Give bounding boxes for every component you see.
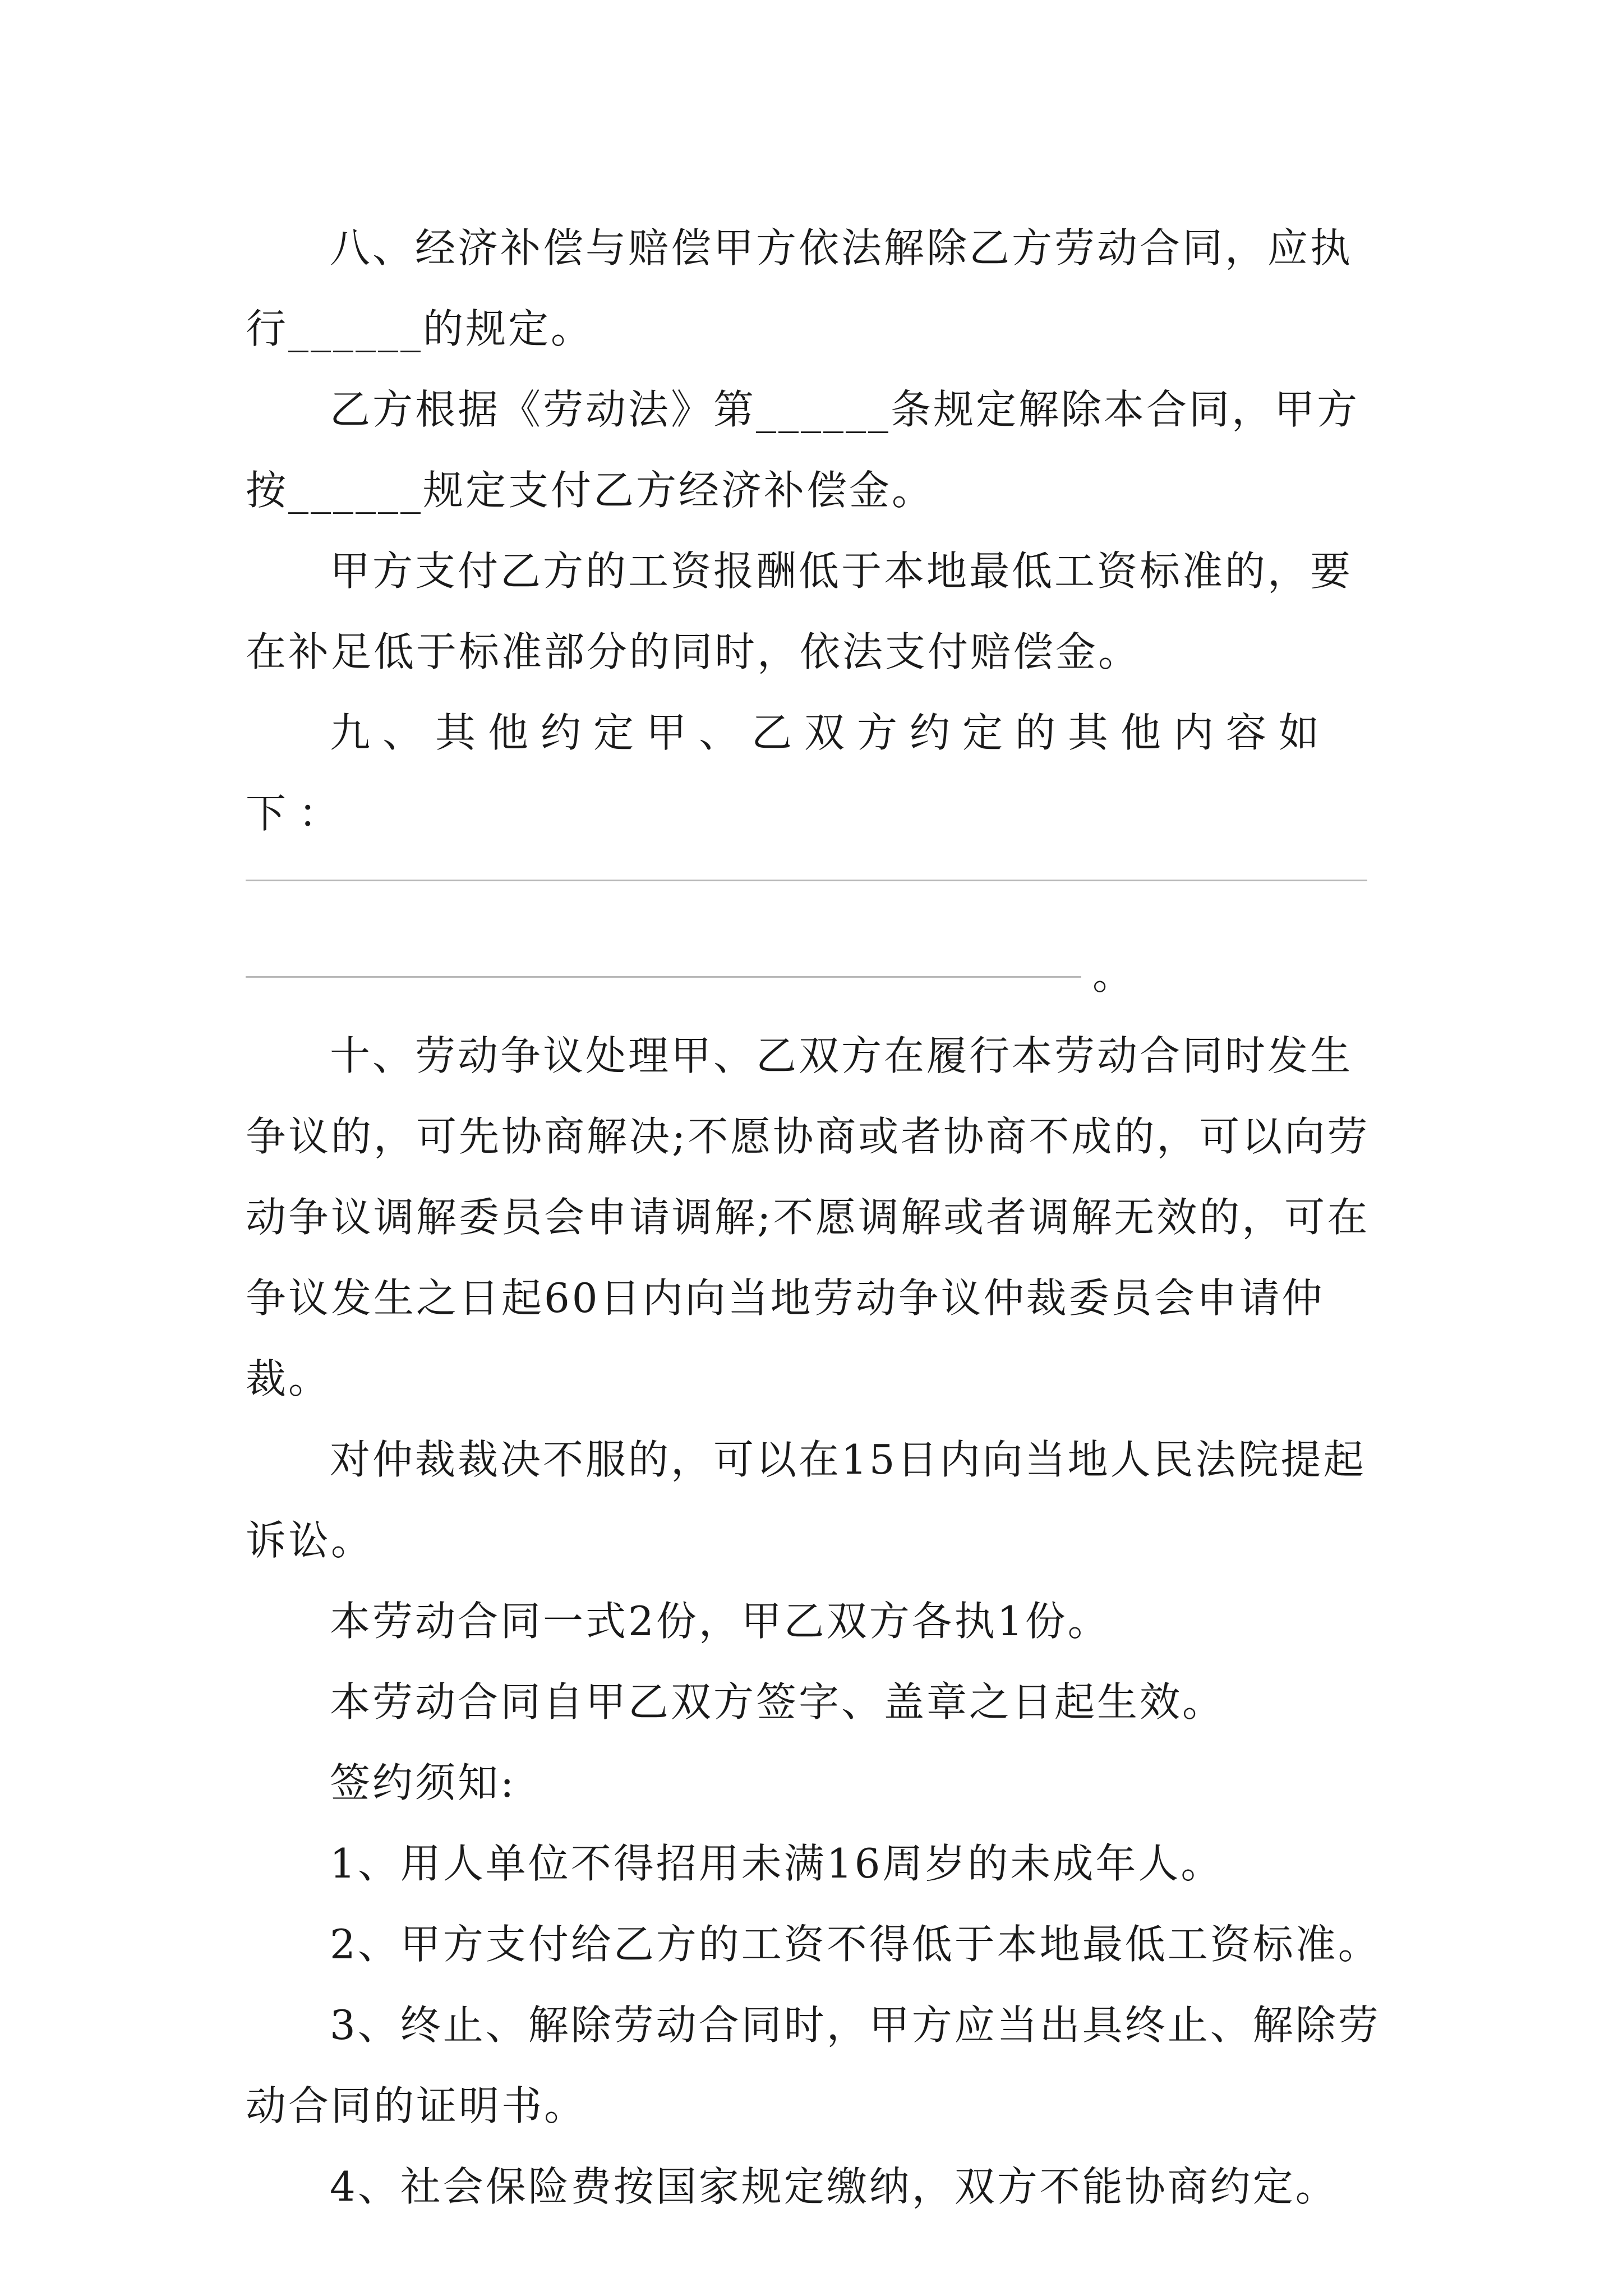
notice-item-1: 1、用人单位不得招用未满16周岁的未成年人。	[330, 1840, 1224, 1887]
clause-8-termination-basis: 乙方根据《劳动法》第______条规定解除本合同，甲方按______规定支付乙方经济补偿金。	[246, 386, 1360, 514]
line-end-period: 。	[1092, 951, 1136, 999]
fill-in-line-1	[246, 854, 1390, 935]
clause-10-labor-dispute: 十、劳动争议处理甲、乙双方在履行本劳动合同时发生争议的，可先协商解决;不愿协商或者协商不成的，可以向劳动争议调解委员会申请调解;不愿调解或者调解无效的，可在争议发生之日起60日内向当地劳动争议仲裁委员会申请仲裁。	[246, 1032, 1370, 1402]
clause-10-litigation: 对仲裁裁决不服的，可以在15日内向当地人民法院提起诉讼。	[246, 1436, 1366, 1564]
notice-item-2: 2、甲方支付给乙方的工资不得低于本地最低工资标准。	[330, 1921, 1381, 1968]
contract-effective: 本劳动合同自甲乙双方签字、盖章之日起生效。	[330, 1678, 1225, 1726]
document-body	[246, 208, 1390, 2227]
fill-in-line-2	[246, 935, 1390, 1015]
notice-item-4: 4、社会保险费按国家规定缴纳，双方不能协商约定。	[330, 2163, 1338, 2210]
clause-8-minimum-wage: 甲方支付乙方的工资报酬低于本地最低工资标准的，要在补足低于标准部分的同时，依法支付赔偿金。	[246, 547, 1353, 675]
notice-item-3: 3、终止、解除劳动合同时，甲方应当出具终止、解除劳动合同的证明书。	[246, 2001, 1381, 2129]
clause-9-other-agreements: 九、其他约定甲、乙双方约定的其他内容如下：	[246, 709, 1332, 837]
clause-8-compensation: 八、经济补偿与赔偿甲方依法解除乙方劳动合同，应执行______的规定。	[246, 224, 1353, 352]
contract-copies: 本劳动合同一式2份，甲乙双方各执1份。	[330, 1598, 1110, 1645]
underline-rule	[246, 880, 1367, 881]
signing-notice-heading: 签约须知:	[330, 1759, 517, 1806]
underline-rule	[246, 976, 1081, 978]
